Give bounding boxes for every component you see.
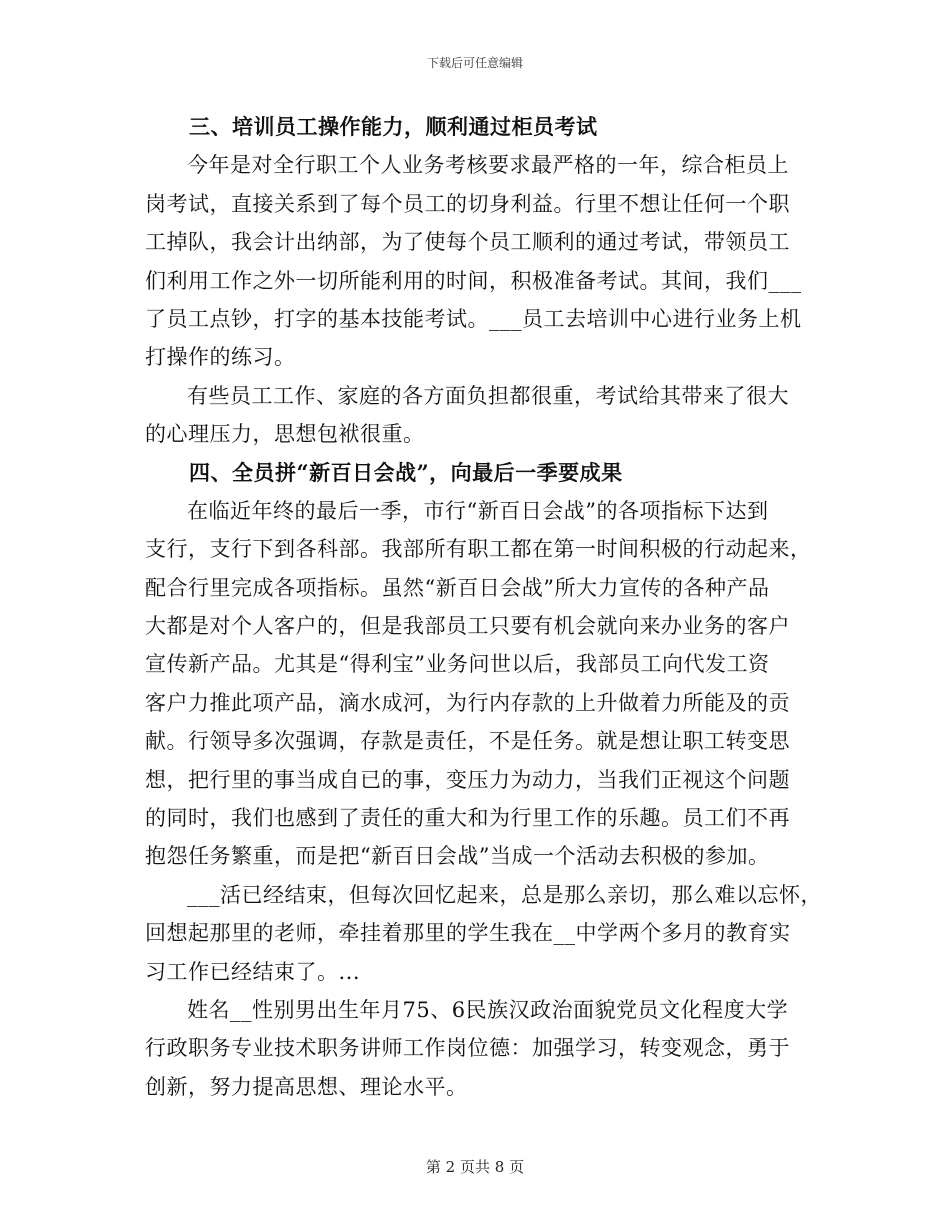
paragraph-line: 大都是对个人客户的，但是我部员工只要有机会就向来办业务的客户 (145, 614, 790, 639)
paragraph-line: 工掉队，我会计出纳部，为了使每个员工顺利的通过考试，带领员工 (145, 230, 790, 255)
paragraph-line: 回想起那里的老师，牵挂着那里的学生我在__中学两个多月的教育实 (145, 921, 791, 946)
paragraph-line: 今年是对全行职工个人业务考核要求最严格的一年，综合柜员上 (187, 153, 789, 178)
paragraph-line: 想，把行里的事当成自已的事，变压力为动力，当我们正视这个问题 (145, 767, 790, 792)
paragraph-line: 姓名__性别男出生年月75、6民族汉政治面貌党员文化程度大学 (187, 997, 789, 1022)
paragraph-line: 打操作的练习。 (145, 345, 296, 370)
paragraph-line: 的心理压力，思想包袱很重。 (145, 422, 425, 447)
section-heading: 三、培训员工操作能力，顺利通过柜员考试 (189, 114, 598, 139)
paragraph-line: 配合行里完成各项指标。虽然“新百日会战”所大力宣传的各种产品 (145, 575, 770, 600)
paragraph-line: 创新，努力提高思想、理论水平。 (145, 1074, 468, 1099)
paragraph-line: 岗考试，直接关系到了每个员工的切身利益。行里不想让任何一个职 (145, 191, 790, 216)
paragraph-line: 宣传新产品。尤其是“得利宝”业务问世以后，我部员工向代发工资 (145, 652, 770, 677)
paragraph-line: 行政职务专业技术职务讲师工作岗位德：加强学习，转变观念，勇于 (145, 1036, 790, 1061)
paragraph-line: 的同时，我们也感到了责任的重大和为行里工作的乐趣。员工们不再 (145, 806, 790, 831)
paragraph-line: 有些员工工作、家庭的各方面负担都很重，考试给其带来了很大 (187, 383, 789, 408)
paragraph-line: 抱怨任务繁重，而是把“新百日会战”当成一个活动去积极的参加。 (145, 844, 770, 869)
paragraph-line: ___活已经结束，但每次回忆起来，总是那么亲切，那么难以忘怀， (187, 882, 822, 907)
page-header: 下载后可任意编辑 (426, 56, 523, 70)
paragraph-line: 客户力推此项产品，滴水成河，为行内存款的上升做着力所能及的贡 (145, 690, 790, 715)
paragraph-line: 献。行领导多次强调，存款是责任，不是任务。就是想让职工转变思 (145, 729, 790, 754)
paragraph-line: 习工作已经结束了。... (145, 959, 361, 984)
page-footer: 第 2 页共 8 页 (425, 1158, 525, 1176)
paragraph-line: 了员工点钞，打字的基本技能考试。___员工去培训中心进行业务上机 (145, 306, 802, 331)
paragraph-line: 在临近年终的最后一季，市行“新百日会战”的各项指标下达到 (187, 498, 769, 523)
paragraph-line: 们利用工作之外一切所能利用的时间，积极准备考试。其间，我们___ (145, 268, 802, 293)
document-body (145, 108, 825, 1106)
section-heading: 四、全员拼“新百日会战”，向最后一季要成果 (189, 459, 623, 485)
paragraph-line: 支行，支行下到各科部。我部所有职工都在第一时间积极的行动起来， (145, 537, 812, 562)
